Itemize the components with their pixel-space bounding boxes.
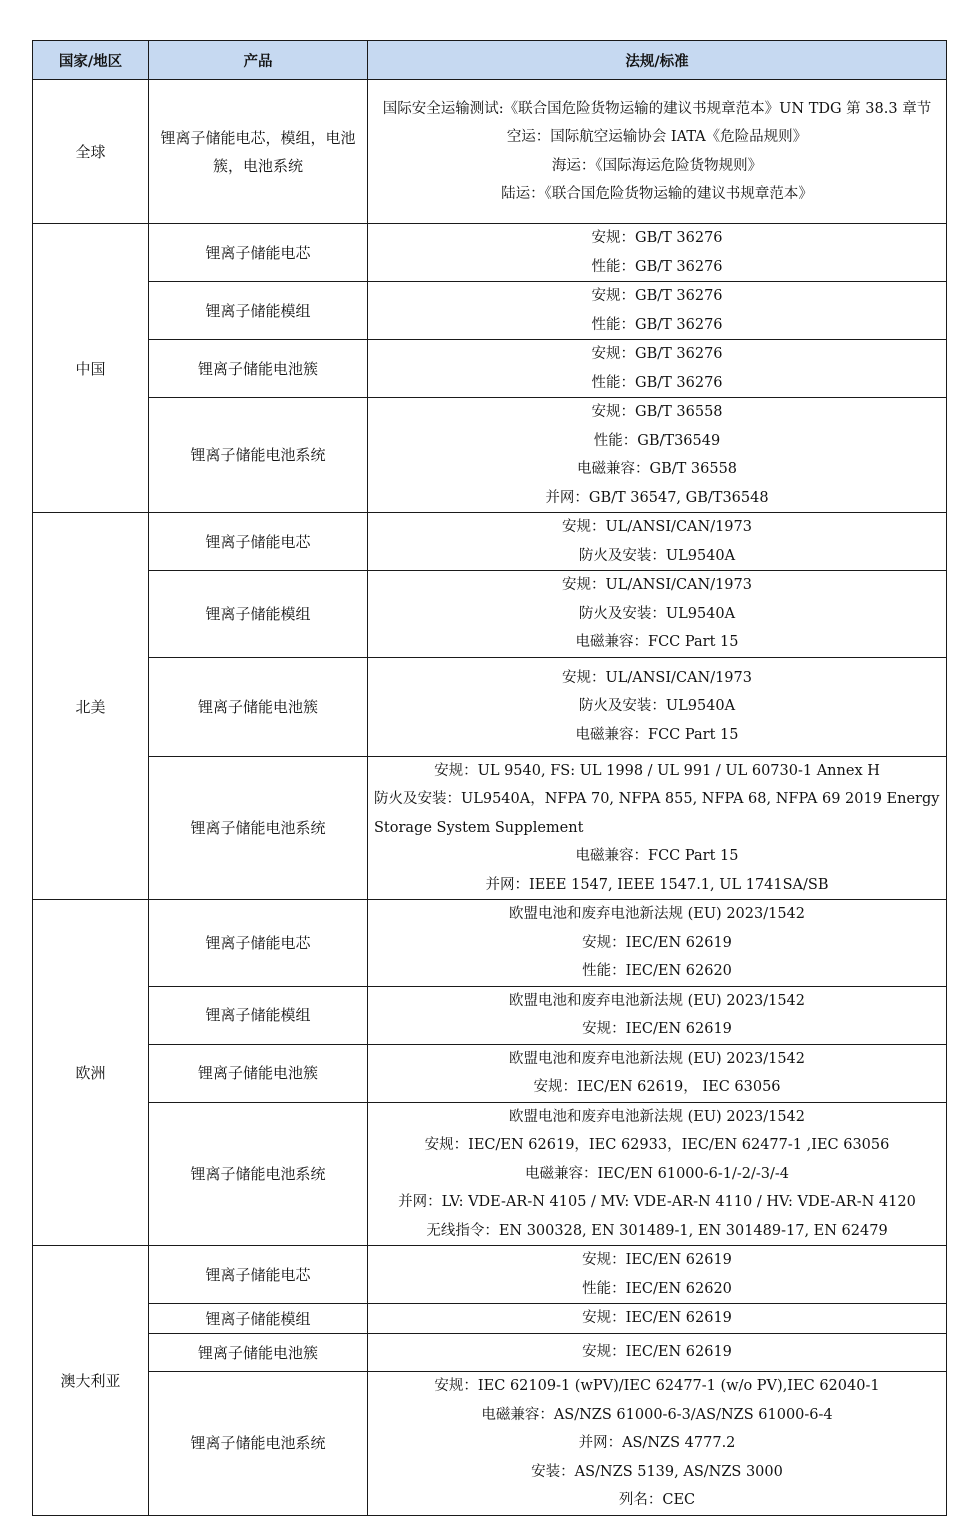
table-row [33, 1102, 947, 1246]
standard-line: 空运：国际航空运输协会 IATA《危险品规则》 [506, 129, 808, 145]
standards-cell [368, 1102, 947, 1246]
standards-cell [368, 513, 947, 571]
standard-line: 并网：LV: VDE-AR-N 4105 / MV: VDE-AR-N 4110 / HV: VDE-AR-N 4120 [398, 1194, 916, 1210]
standard-line: 安规：GB/T 36276 [591, 346, 723, 362]
standard-line: 电磁兼容：IEC/EN 61000-6-1/-2/-3/-4 [524, 1165, 790, 1182]
standard-line: 电磁兼容：GB/T 36558 [576, 461, 738, 477]
product-cell: 锂离子储能电芯 [149, 513, 368, 571]
region-cell: 北美 [33, 513, 149, 900]
table-row [33, 1304, 947, 1334]
product-cell: 锂离子储能电芯 [149, 1246, 368, 1304]
standard-line: 电磁兼容：FCC Part 15 [575, 848, 739, 864]
standards-cell [368, 1304, 947, 1334]
standards-cell [368, 398, 947, 513]
table-row [33, 1044, 947, 1102]
product-cell: 锂离子储能电池簇 [149, 657, 368, 756]
table-row [33, 1372, 947, 1516]
standards-cell [368, 1372, 947, 1516]
standards-cell [368, 282, 947, 340]
standard-line: 性能：GB/T 36276 [591, 374, 723, 391]
standard-line: 安规：IEC 62109-1 (wPV)/IEC 62477-1 (w/o PV),IEC 62040-1 [434, 1378, 880, 1394]
standard-line: 安规：GB/T 36276 [591, 288, 723, 304]
standard-line: 电磁兼容：FCC Part 15 [575, 726, 739, 743]
table-row [33, 1246, 947, 1304]
standard-line: 安规：IEC/EN 62619，IEC 62933，IEC/EN 62477-1 ,IEC 63056 [424, 1137, 890, 1153]
region-cell: 澳大利亚 [33, 1246, 149, 1516]
standard-line: 安规：IEC/EN 62619 [582, 1344, 732, 1361]
standard-line: 欧盟电池和废弃电池新法规 (EU) 2023/1542 [508, 1050, 806, 1067]
standard-line: 防火及安装：UL9540A [578, 605, 736, 622]
product-cell: 锂离子储能电池簇 [149, 1334, 368, 1372]
standard-line: 防火及安装：UL9540A，NFPA 70, NFPA 855, NFPA 68, NFPA 69 2019 Energy Storage System Supplement [374, 791, 940, 836]
product-cell: 锂离子储能电芯 [149, 900, 368, 987]
table-row [33, 571, 947, 658]
product-cell: 锂离子储能电池簇 [149, 1044, 368, 1102]
standard-line: 性能：IEC/EN 62620 [582, 1280, 732, 1297]
table-row [33, 340, 947, 398]
product-cell: 锂离子储能电芯 [149, 224, 368, 282]
standards-cell [368, 1246, 947, 1304]
standard-line: 陆运：《联合国危险货物运输的建议书规章范本》 [501, 186, 813, 202]
standard-line: 欧盟电池和废弃电池新法规 (EU) 2023/1542 [508, 992, 806, 1009]
standard-line: 安规：IEC/EN 62619， IEC 63056 [533, 1079, 781, 1095]
standard-line: 并网：AS/NZS 4777.2 [578, 1435, 736, 1451]
standards-cell [368, 657, 947, 756]
standards-cell [368, 986, 947, 1044]
region-cell: 全球 [33, 80, 149, 224]
standard-line: 性能：IEC/EN 62620 [582, 963, 732, 979]
product-cell: 锂离子储能电池簇 [149, 340, 368, 398]
standard-line: 欧盟电池和废弃电池新法规 (EU) 2023/1542 [508, 906, 806, 922]
table-row [33, 513, 947, 571]
standard-line: 性能：GB/T 36276 [591, 316, 723, 333]
table-row [33, 1334, 947, 1372]
product-cell: 锂离子储能模组 [149, 1304, 368, 1334]
table-row [33, 657, 947, 756]
table-row [33, 900, 947, 987]
standard-line: 性能：GB/T 36276 [591, 258, 723, 275]
region-cell: 欧洲 [33, 900, 149, 1246]
standards-cell [368, 224, 947, 282]
standard-line: 安规：IEC/EN 62619 [582, 1252, 732, 1268]
standards-cell [368, 80, 947, 224]
header-product: 产品 [149, 41, 368, 80]
header-row [33, 41, 947, 80]
standard-line: 性能：GB/T36549 [593, 432, 721, 449]
standard-line: 安规：UL/ANSI/CAN/1973 [562, 669, 752, 686]
standard-line: 列名：CEC [618, 1492, 696, 1508]
standard-line: 电磁兼容：FCC Part 15 [575, 634, 739, 650]
region-cell: 中国 [33, 224, 149, 513]
standard-line: 安规：GB/T 36276 [591, 230, 723, 246]
product-cell: 锂离子储能模组 [149, 986, 368, 1044]
header-standard: 法规/标准 [368, 41, 947, 80]
product-cell: 锂离子储能电池系统 [149, 756, 368, 900]
standards-table [32, 40, 947, 1516]
standard-line: 安装：AS/NZS 5139, AS/NZS 3000 [531, 1463, 783, 1480]
standards-cell [368, 571, 947, 658]
standards-cell [368, 1334, 947, 1372]
standard-line: 并网：IEEE 1547, IEEE 1547.1, UL 1741SA/SB [485, 876, 829, 893]
standard-line: 防火及安装：UL9540A [578, 547, 736, 564]
product-cell: 锂离子储能电池系统 [149, 1372, 368, 1516]
table-row [33, 756, 947, 900]
standard-line: 无线指令：EN 300328, EN 301489-1, EN 301489-17, EN 62479 [426, 1222, 888, 1239]
standards-cell [368, 340, 947, 398]
table-row [33, 398, 947, 513]
standards-cell [368, 756, 947, 900]
standards-cell [368, 1044, 947, 1102]
table-row [33, 80, 947, 224]
standard-line: 并网：GB/T 36547, GB/T36548 [545, 489, 769, 506]
product-cell: 锂离子储能电池系统 [149, 1102, 368, 1246]
standard-line: 安规：GB/T 36558 [591, 404, 723, 420]
standard-line: 欧盟电池和废弃电池新法规 (EU) 2023/1542 [508, 1108, 806, 1125]
standard-line: 电磁兼容：AS/NZS 61000-6-3/AS/NZS 61000-6-4 [481, 1406, 833, 1423]
header-country: 国家/地区 [33, 41, 149, 80]
product-cell: 锂离子储能电芯，模组，电池簇，电池系统 [149, 80, 368, 224]
table-row [33, 282, 947, 340]
standard-line: 海运：《国际海运危险货物规则》 [551, 157, 763, 174]
standards-cell [368, 900, 947, 987]
standard-line: 安规：IEC/EN 62619 [582, 934, 732, 951]
standard-line: 安规：IEC/EN 62619 [582, 1310, 732, 1327]
table-row [33, 224, 947, 282]
standard-line: 防火及安装：UL9540A [578, 698, 736, 715]
standard-line: 安规：UL 9540, FS: UL 1998 / UL 991 / UL 60730-1 Annex H [434, 762, 880, 779]
standard-line: 安规：UL/ANSI/CAN/1973 [562, 519, 752, 535]
product-cell: 锂离子储能模组 [149, 282, 368, 340]
product-cell: 锂离子储能模组 [149, 571, 368, 658]
standard-line: 国际安全运输测试:《联合国危险货物运输的建议书规章范本》UN TDG 第 38.3 章节 [382, 100, 932, 117]
standard-line: 安规：UL/ANSI/CAN/1973 [562, 577, 752, 593]
product-cell: 锂离子储能电池系统 [149, 398, 368, 513]
standard-line: 安规：IEC/EN 62619 [582, 1021, 732, 1037]
table-row [33, 986, 947, 1044]
